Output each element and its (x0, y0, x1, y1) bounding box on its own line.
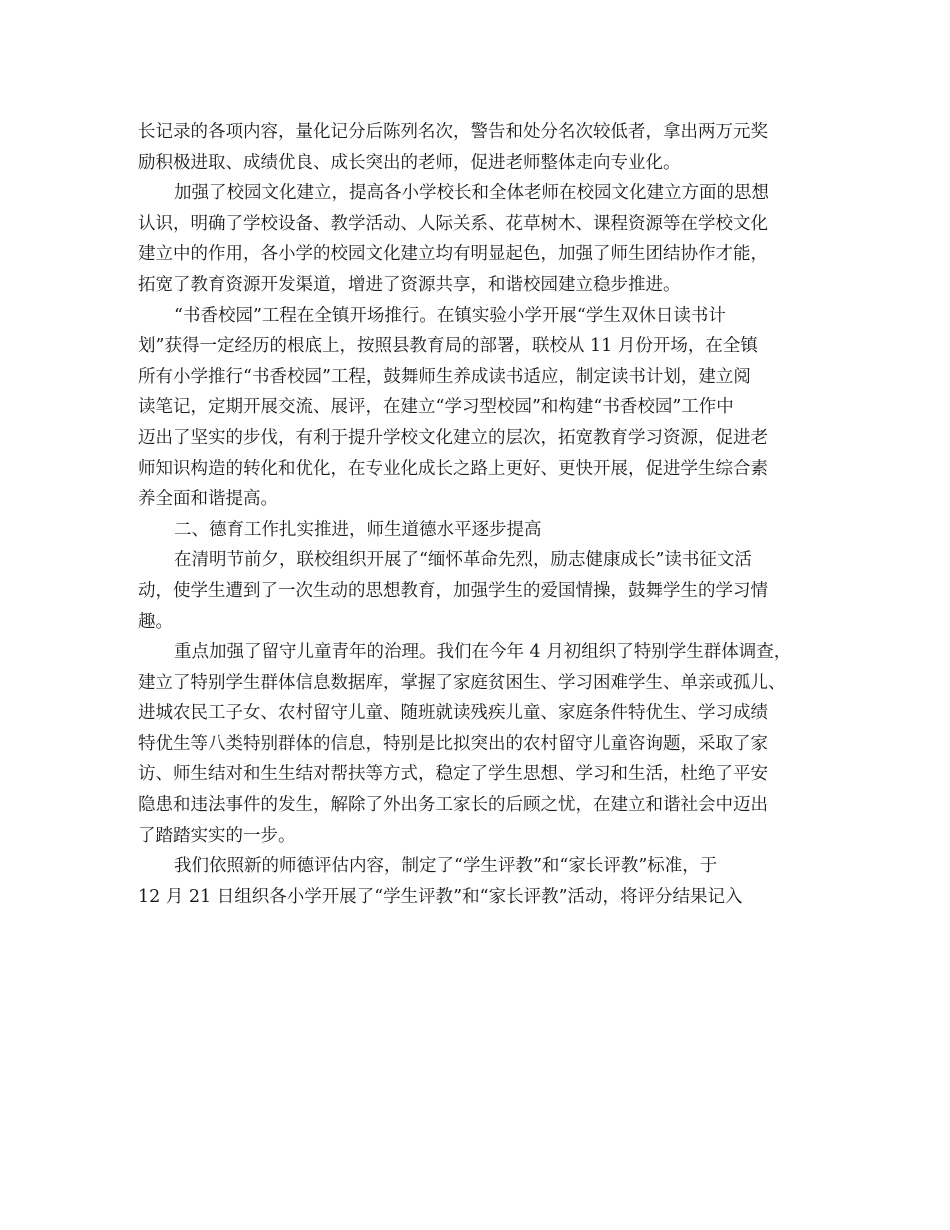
text-line: 长记录的各项内容，量化记分后陈列名次，警告和处分名次较低者，拿出两万元奖 (138, 122, 768, 142)
text-line: 励积极进取、成绩优良、成长突出的老师，促进老师整体走向专业化。 (138, 152, 681, 173)
text-line: 所有小学推行“书香校园”工程，鼓舞师生养成读书适应，制定读书计划，建立阅 (138, 366, 751, 387)
text-line: 了踏踏实实的一步。 (138, 825, 296, 846)
text-line: 读笔记，定期开展交流、展评，在建立“学习型校园”和构建“书香校园”工作中 (138, 397, 734, 418)
text-line: 动，使学生遭到了一次生动的思想教育，加强学生的爱国情操，鼓舞学生的学习情 (138, 580, 768, 601)
text-line: 加强了校园文化建立，提高各小学校长和全体老师在校园文化建立方面的思想 (174, 183, 769, 204)
text-line: 访、师生结对和生生结对帮扶等方式，稳定了学生思想、学习和生活，杜绝了平安 (138, 764, 768, 785)
text-line: “书香校园”工程在全镇开场推行。在镇实验小学开展“学生双休日读书计 (174, 305, 726, 326)
text-line: 二、德育工作扎实推进，师生道德水平逐步提高 (174, 519, 542, 540)
text-line: 养全面和谐提高。 (138, 489, 278, 510)
text-line: 隐患和违法事件的发生，解除了外出务工家长的后顾之忧，在建立和谐社会中迈出 (138, 795, 768, 816)
text-line: 12 月 21 日组织各小学开展了“学生评教”和“家长评教”活动，将评分结果记入 (138, 886, 743, 907)
text-line: 建立中的作用，各小学的校园文化建立均有明显起色，加强了师生团结协作才能， (138, 244, 768, 265)
text-line: 进城农民工子女、农村留守儿童、随班就读残疾儿童、家庭条件特优生、学习成绩 (138, 703, 768, 724)
text-line: 划”获得一定经历的根底上，按照县教育局的部署，联校从 11 月份开场，在全镇 (138, 336, 758, 357)
text-line: 认识，明确了学校设备、教学活动、人际关系、花草树木、课程资源等在学校文化 (138, 213, 768, 234)
text-line: 我们依照新的师德评估内容，制定了“学生评教”和“家长评教”标准，于 (174, 856, 718, 877)
text-line: 在清明节前夕，联校组织开展了“缅怀革命先烈，励志健康成长”读书征文活 (174, 550, 752, 571)
text-line: 建立了特别学生群体信息数据库，掌握了家庭贫困生、学习困难学生、单亲或孤儿、 (138, 672, 786, 693)
text-line: 特优生等八类特别群体的信息，特别是比拟突出的农村留守儿童咨询题，采取了家 (138, 733, 768, 754)
text-line: 师知识构造的转化和优化，在专业化成长之路上更好、更快开展，促进学生综合素 (138, 458, 768, 479)
text-line: 趣。 (138, 611, 173, 632)
document-body (138, 117, 818, 912)
text-line: 拓宽了教育资源开发渠道，增进了资源共享，和谐校园建立稳步推进。 (138, 274, 681, 295)
text-line: 迈出了坚实的步伐，有利于提升学校文化建立的层次，拓宽教育学习资源，促进老 (138, 427, 768, 448)
text-line: 重点加强了留守儿童青年的治理。我们在今年 4 月初组织了特别学生群体调查， (174, 642, 792, 663)
